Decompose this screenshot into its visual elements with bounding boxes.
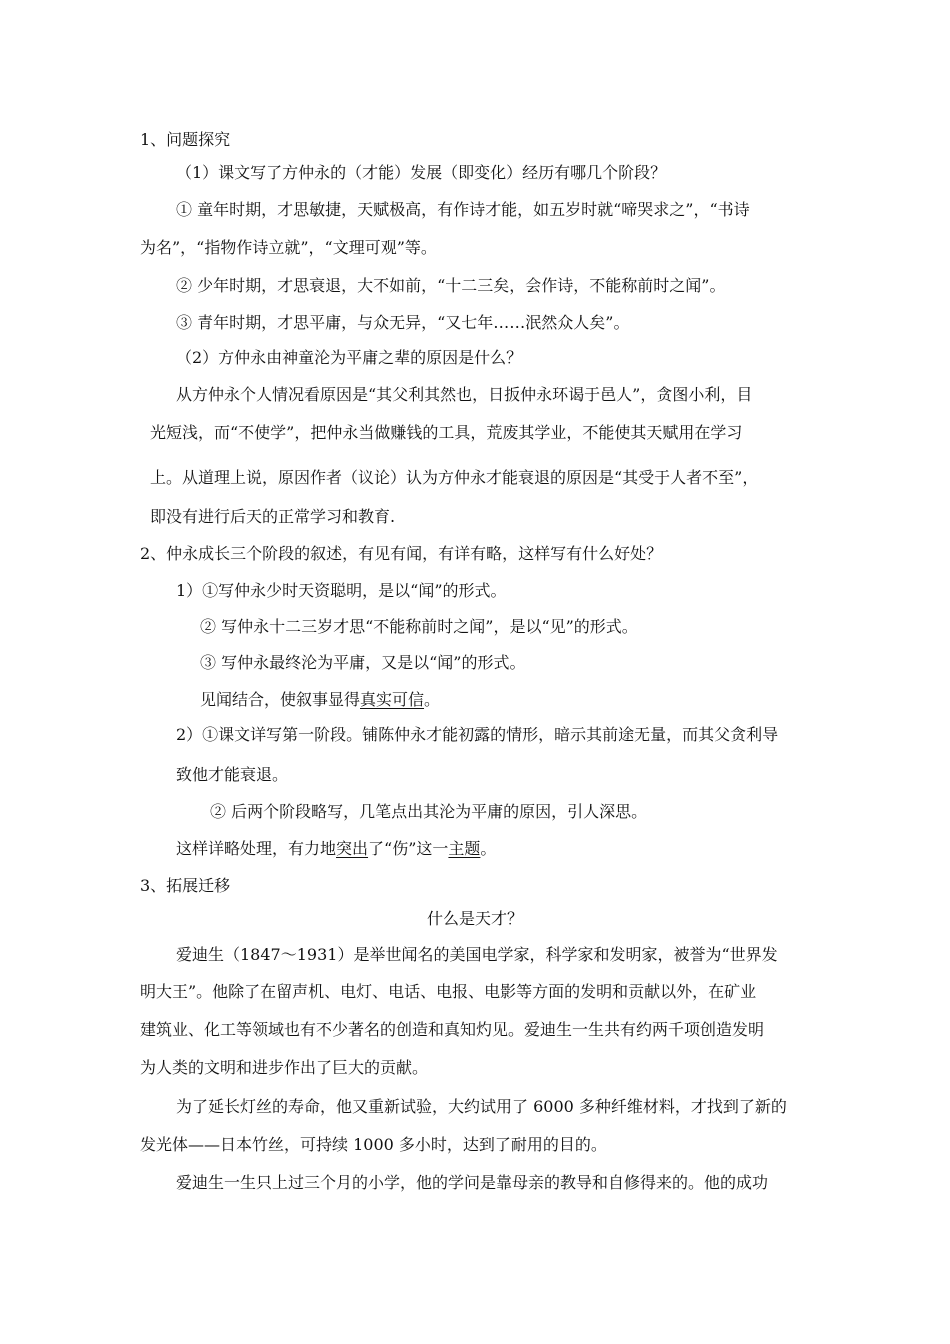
article-para-3-line-1: 爱迪生一生只上过三个月的小学，他的学问是靠母亲的教导和自修得来的。他的成功 <box>176 1173 769 1192</box>
answer-2-line-4: 即没有进行后天的正常学习和教育. <box>150 507 396 526</box>
point-1-line-3: ③ 写仲永最终沦为平庸，又是以“闻”的形式。 <box>200 653 526 672</box>
point-2-line-2: 致他才能衰退。 <box>176 765 289 784</box>
answer-1-stage-2: ② 少年时期，才思衰退，大不如前，“十二三矣，会作诗，不能称前时之闻”。 <box>176 276 726 295</box>
question-1: （1）课文写了方仲永的（才能）发展（即变化）经历有哪几个阶段？ <box>176 163 667 182</box>
answer-2-line-2: 光短浅，而“不使学”，把仲永当做赚钱的工具，荒废其学业，不能使其天赋用在学习 <box>150 423 743 442</box>
underlined-phrase-2: 主题 <box>448 839 481 858</box>
underlined-phrase: 真实可信 <box>360 690 425 709</box>
punctuation: 。 <box>424 690 441 709</box>
answer-1-stage-3: ③ 青年时期，才思平庸，与众无异，“又七年……泯然众人矣”。 <box>176 313 630 332</box>
article-para-2-line-2: 发光体——日本竹丝，可持续 1000 多小时，达到了耐用的目的。 <box>140 1135 607 1154</box>
point-2-conclusion <box>176 839 496 859</box>
answer-2-line-1: 从方仲永个人情况看原因是“其父利其然也，日扳仲永环谒于邑人”，贪图小利，目 <box>176 385 753 404</box>
article-para-1-line-2: 明大王”。他除了在留声机、电灯、电话、电报、电影等方面的发明和贡献以外，在矿业 <box>140 982 757 1001</box>
answer-1-stage-1-line-2: 为名”，“指物作诗立就”，“文理可观”等。 <box>140 238 437 257</box>
answer-2-line-3: 上。从道理上说，原因作者（议论）认为方仲永才能衰退的原因是“其受于人者不至”， <box>150 468 759 487</box>
section-1-heading: 1、问题探究 <box>140 130 231 149</box>
article-para-1-line-3: 建筑业、化工等领域也有不少著名的创造和真知灼见。爱迪生一生共有约两千项创造发明 <box>140 1020 765 1039</box>
point-2-conclusion-text-a: 这样详略处理，有力地 <box>176 839 337 858</box>
question-2: （2）方仲永由神童沦为平庸之辈的原因是什么？ <box>176 348 523 367</box>
point-2-line-3: ② 后两个阶段略写，几笔点出其沦为平庸的原因，引人深思。 <box>210 802 648 821</box>
article-para-1-line-4: 为人类的文明和进步作出了巨大的贡献。 <box>140 1058 429 1077</box>
underlined-phrase-1: 突出 <box>336 839 369 858</box>
section-2-heading: 2、仲永成长三个阶段的叙述，有见有闻，有详有略，这样写有什么好处？ <box>140 544 663 563</box>
point-1-conclusion <box>200 690 440 710</box>
point-1-line-1: 1）①写仲永少时天资聪明，是以“闻”的形式。 <box>176 581 507 600</box>
point-2-conclusion-text-b: 了“伤”这一 <box>368 839 449 858</box>
point-1-line-2: ② 写仲永十二三岁才思“不能称前时之闻”，是以“见”的形式。 <box>200 617 638 636</box>
article-title: 什么是天才？ <box>426 909 523 928</box>
answer-1-stage-1-line-1: ① 童年时期，才思敏捷，天赋极高，有作诗才能，如五岁时就“啼哭求之”，“书诗 <box>176 200 750 219</box>
point-1-conclusion-text: 见闻结合，使叙事显得 <box>200 690 361 709</box>
article-para-1-line-1: 爱迪生（1847～1931）是举世闻名的美国电学家，科学家和发明家，被誉为“世界发 <box>176 945 778 964</box>
point-2-line-1: 2）①课文详写第一阶段。铺陈仲永才能初露的情形，暗示其前途无量，而其父贪利导 <box>176 725 779 744</box>
section-3-heading: 3、拓展迁移 <box>140 876 231 895</box>
article-para-2-line-1: 为了延长灯丝的寿命，他又重新试验，大约试用了 6000 多种纤维材料，才找到了新的 <box>176 1097 787 1116</box>
punctuation: 。 <box>480 839 497 858</box>
